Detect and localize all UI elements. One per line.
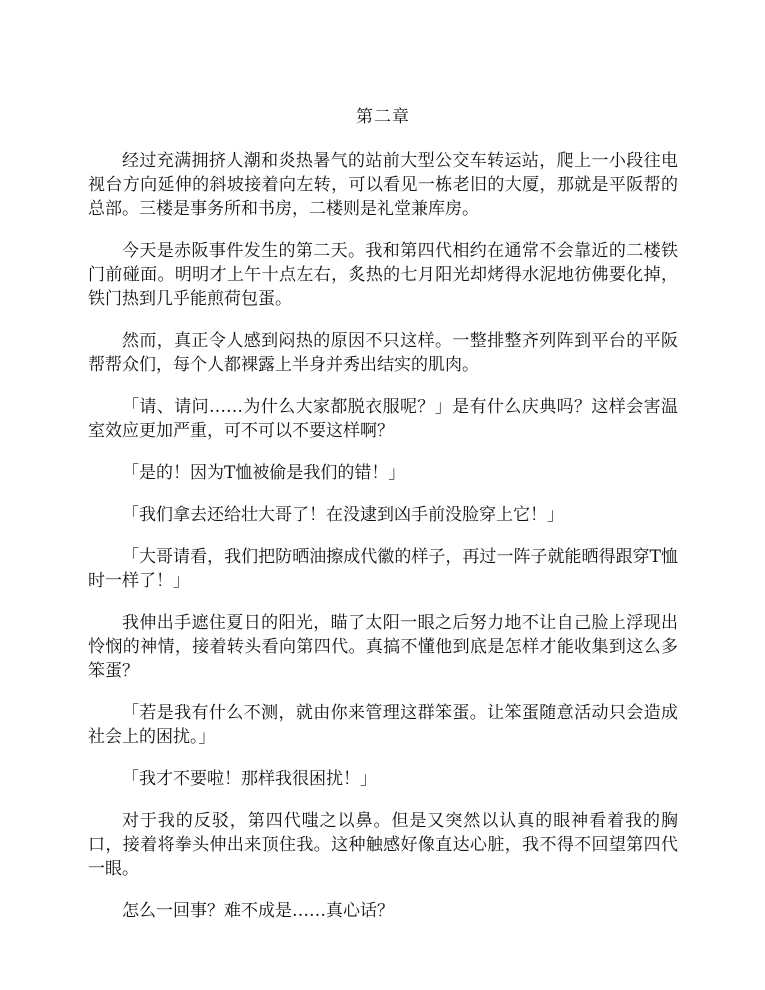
chapter-title: 第二章 — [356, 107, 410, 127]
paragraph: 「我才不要啦！那样我很困扰！」 — [122, 769, 377, 789]
paragraph: 对于我的反驳，第四代嗤之以鼻。但是又突然以认真的眼神看着我的胸口，接着将拳头伸出来顶住我。这种触感好像直达心脏，我不得不回望第四代一眼。 — [88, 811, 678, 879]
paragraph: 然而，真正令人感到闷热的原因不只这样。一整排整齐列阵到平台的平阪帮帮众们，每个人都裸露上半身并秀出结实的肌肉。 — [88, 331, 678, 375]
paragraph: 「大哥请看，我们把防晒油擦成代徽的样子，再过一阵子就能晒得跟穿T恤时一样了！」 — [88, 547, 678, 591]
paragraph: 「是的！因为T恤被偷是我们的错！」 — [122, 463, 406, 483]
paragraph: 「若是我有什么不测，就由你来管理这群笨蛋。让笨蛋随意活动只会造成社会上的困扰。」 — [88, 703, 678, 747]
paragraph: 「请、请问……为什么大家都脱衣服呢？」是有什么庆典吗？这样会害温室效应更加严重，可不可以不要这样啊？ — [88, 397, 678, 441]
paragraph: 「我们拿去还给壮大哥了！在没逮到凶手前没脸穿上它！」 — [122, 505, 564, 525]
paragraph: 我伸出手遮住夏日的阳光，瞄了太阳一眼之后努力地不让自己脸上浮现出怜悯的神情，接着转头看向第四代。真搞不懂他到底是怎样才能收集到这么多笨蛋？ — [88, 613, 678, 681]
paragraph: 经过充满拥挤人潮和炎热暑气的站前大型公交车转运站，爬上一小段往电视台方向延伸的斜坡接着向左转，可以看见一栋老旧的大厦，那就是平阪帮的总部。三楼是事务所和书房，二楼则是礼堂兼库房。 — [88, 151, 678, 219]
page-body — [88, 103, 678, 941]
paragraph: 怎么一回事？难不成是……真心话？ — [122, 901, 394, 921]
paragraph: 今天是赤阪事件发生的第二天。我和第四代相约在通常不会靠近的二楼铁门前碰面。明明才上午十点左右，炙热的七月阳光却烤得水泥地彷佛要化掉，铁门热到几乎能煎荷包蛋。 — [88, 241, 678, 309]
